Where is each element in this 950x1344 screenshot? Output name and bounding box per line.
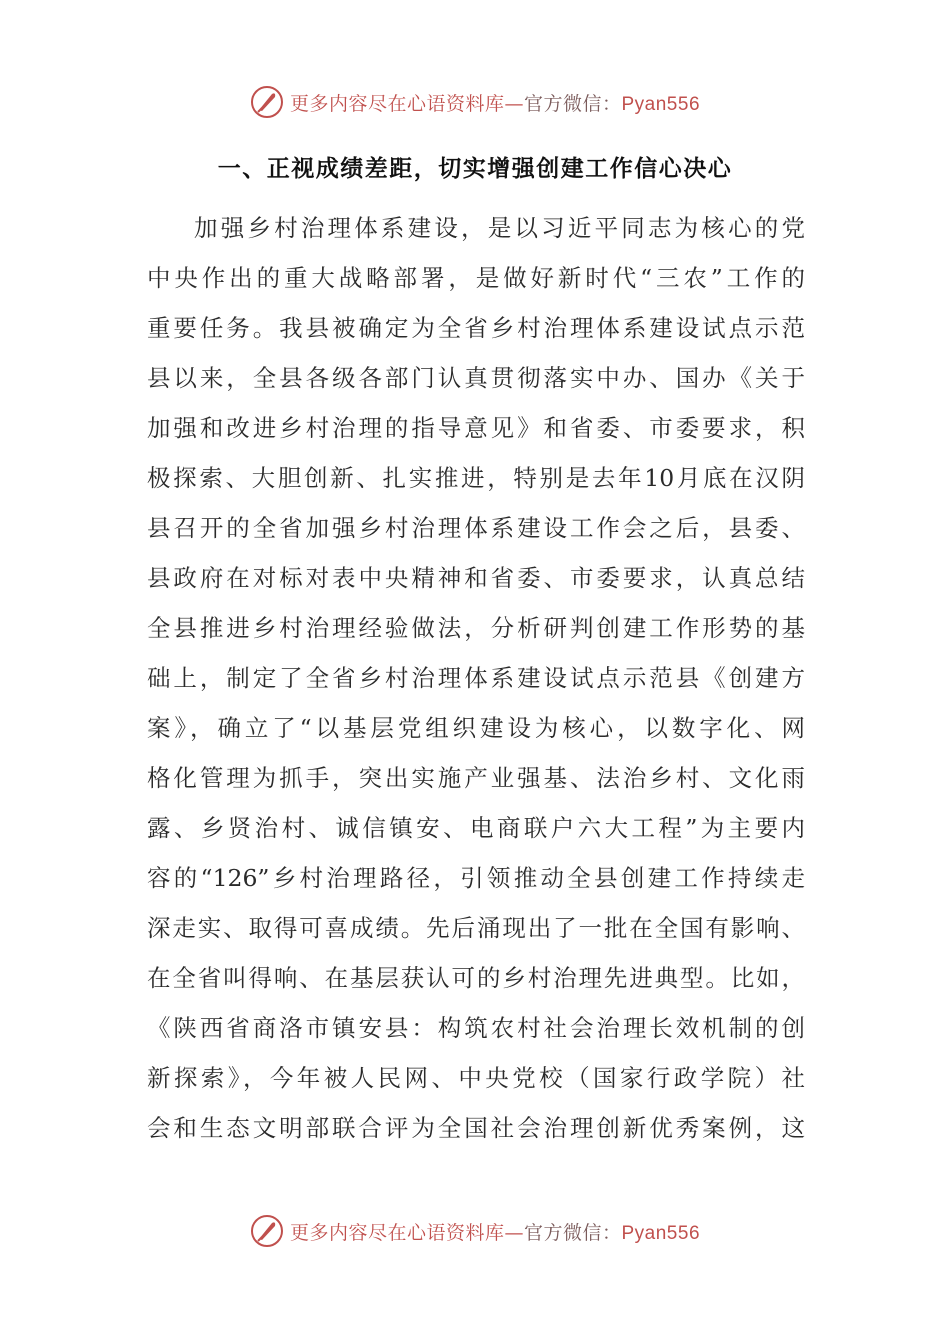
paragraph-line: 重要任务。我县被确定为全省乡村治理体系建设试点示范 [147,314,805,342]
banner-text [290,1218,700,1245]
banner-account: Pyan556 [621,1222,701,1244]
paragraph-line: 础上，制定了全省乡村治理体系建设试点示范县《创建方 [147,664,805,692]
banner-dash: — [504,92,524,115]
header-banner [0,82,950,122]
paragraph-line: 深走实、取得可喜成绩。先后涌现出了一批在全国有影响、 [147,914,805,942]
paragraph-line: 极探索、大胆创新、扎实推进，特别是去年10月底在汉阴 [147,464,805,492]
banner-wechat-label: 官方微信： [523,1221,622,1244]
section-heading: 一、正视成绩差距，切实增强创建工作信心决心 [217,156,733,182]
paragraph-line: 县以来，全县各级各部门认真贯彻落实中办、国办《关于 [147,364,805,392]
quill-pen-logo-icon [250,1214,284,1248]
paragraph-line: 案》，确立了“以基层党组织建设为核心，以数字化、网 [147,714,805,742]
paragraph-line: 在全省叫得响、在基层获认可的乡村治理先进典型。比如， [147,964,805,992]
banner-wechat-label: 官方微信： [523,92,622,115]
paragraph-line: 加强乡村治理体系建设，是以习近平同志为核心的党 [194,214,805,242]
paragraph-line: 格化管理为抓手，突出实施产业强基、法治乡村、文化雨 [147,764,805,792]
paragraph-line: 县政府在对标对表中央精神和省委、市委要求，认真总结 [147,564,805,592]
paragraph-line: 容的“126”乡村治理路径，引领推动全县创建工作持续走 [147,864,805,892]
banner-site-text: 更多内容尽在心语资料库 [289,92,505,115]
paragraph-line: 《陕西省商洛市镇安县：构筑农村社会治理长效机制的创 [147,1014,805,1042]
banner-site-text: 更多内容尽在心语资料库 [289,1221,505,1244]
paragraph-line: 加强和改进乡村治理的指导意见》和省委、市委要求，积 [147,414,805,442]
banner-text [290,89,700,116]
quill-pen-logo-icon [250,85,284,119]
paragraph-line: 全县推进乡村治理经验做法，分析研判创建工作形势的基 [147,614,805,642]
paragraph-line: 县召开的全省加强乡村治理体系建设工作会之后，县委、 [147,514,805,542]
banner-dash: — [504,1221,524,1244]
paragraph-line: 会和生态文明部联合评为全国社会治理创新优秀案例，这 [147,1114,805,1142]
body-paragraph [147,203,805,1153]
paragraph-line: 露、乡贤治村、诚信镇安、电商联户六大工程”为主要内 [147,814,805,842]
footer-banner [0,1211,950,1251]
banner-account: Pyan556 [621,93,701,115]
paragraph-line: 中央作出的重大战略部署，是做好新时代“三农”工作的 [147,264,805,292]
paragraph-line: 新探索》，今年被人民网、中央党校（国家行政学院）社 [147,1064,805,1092]
